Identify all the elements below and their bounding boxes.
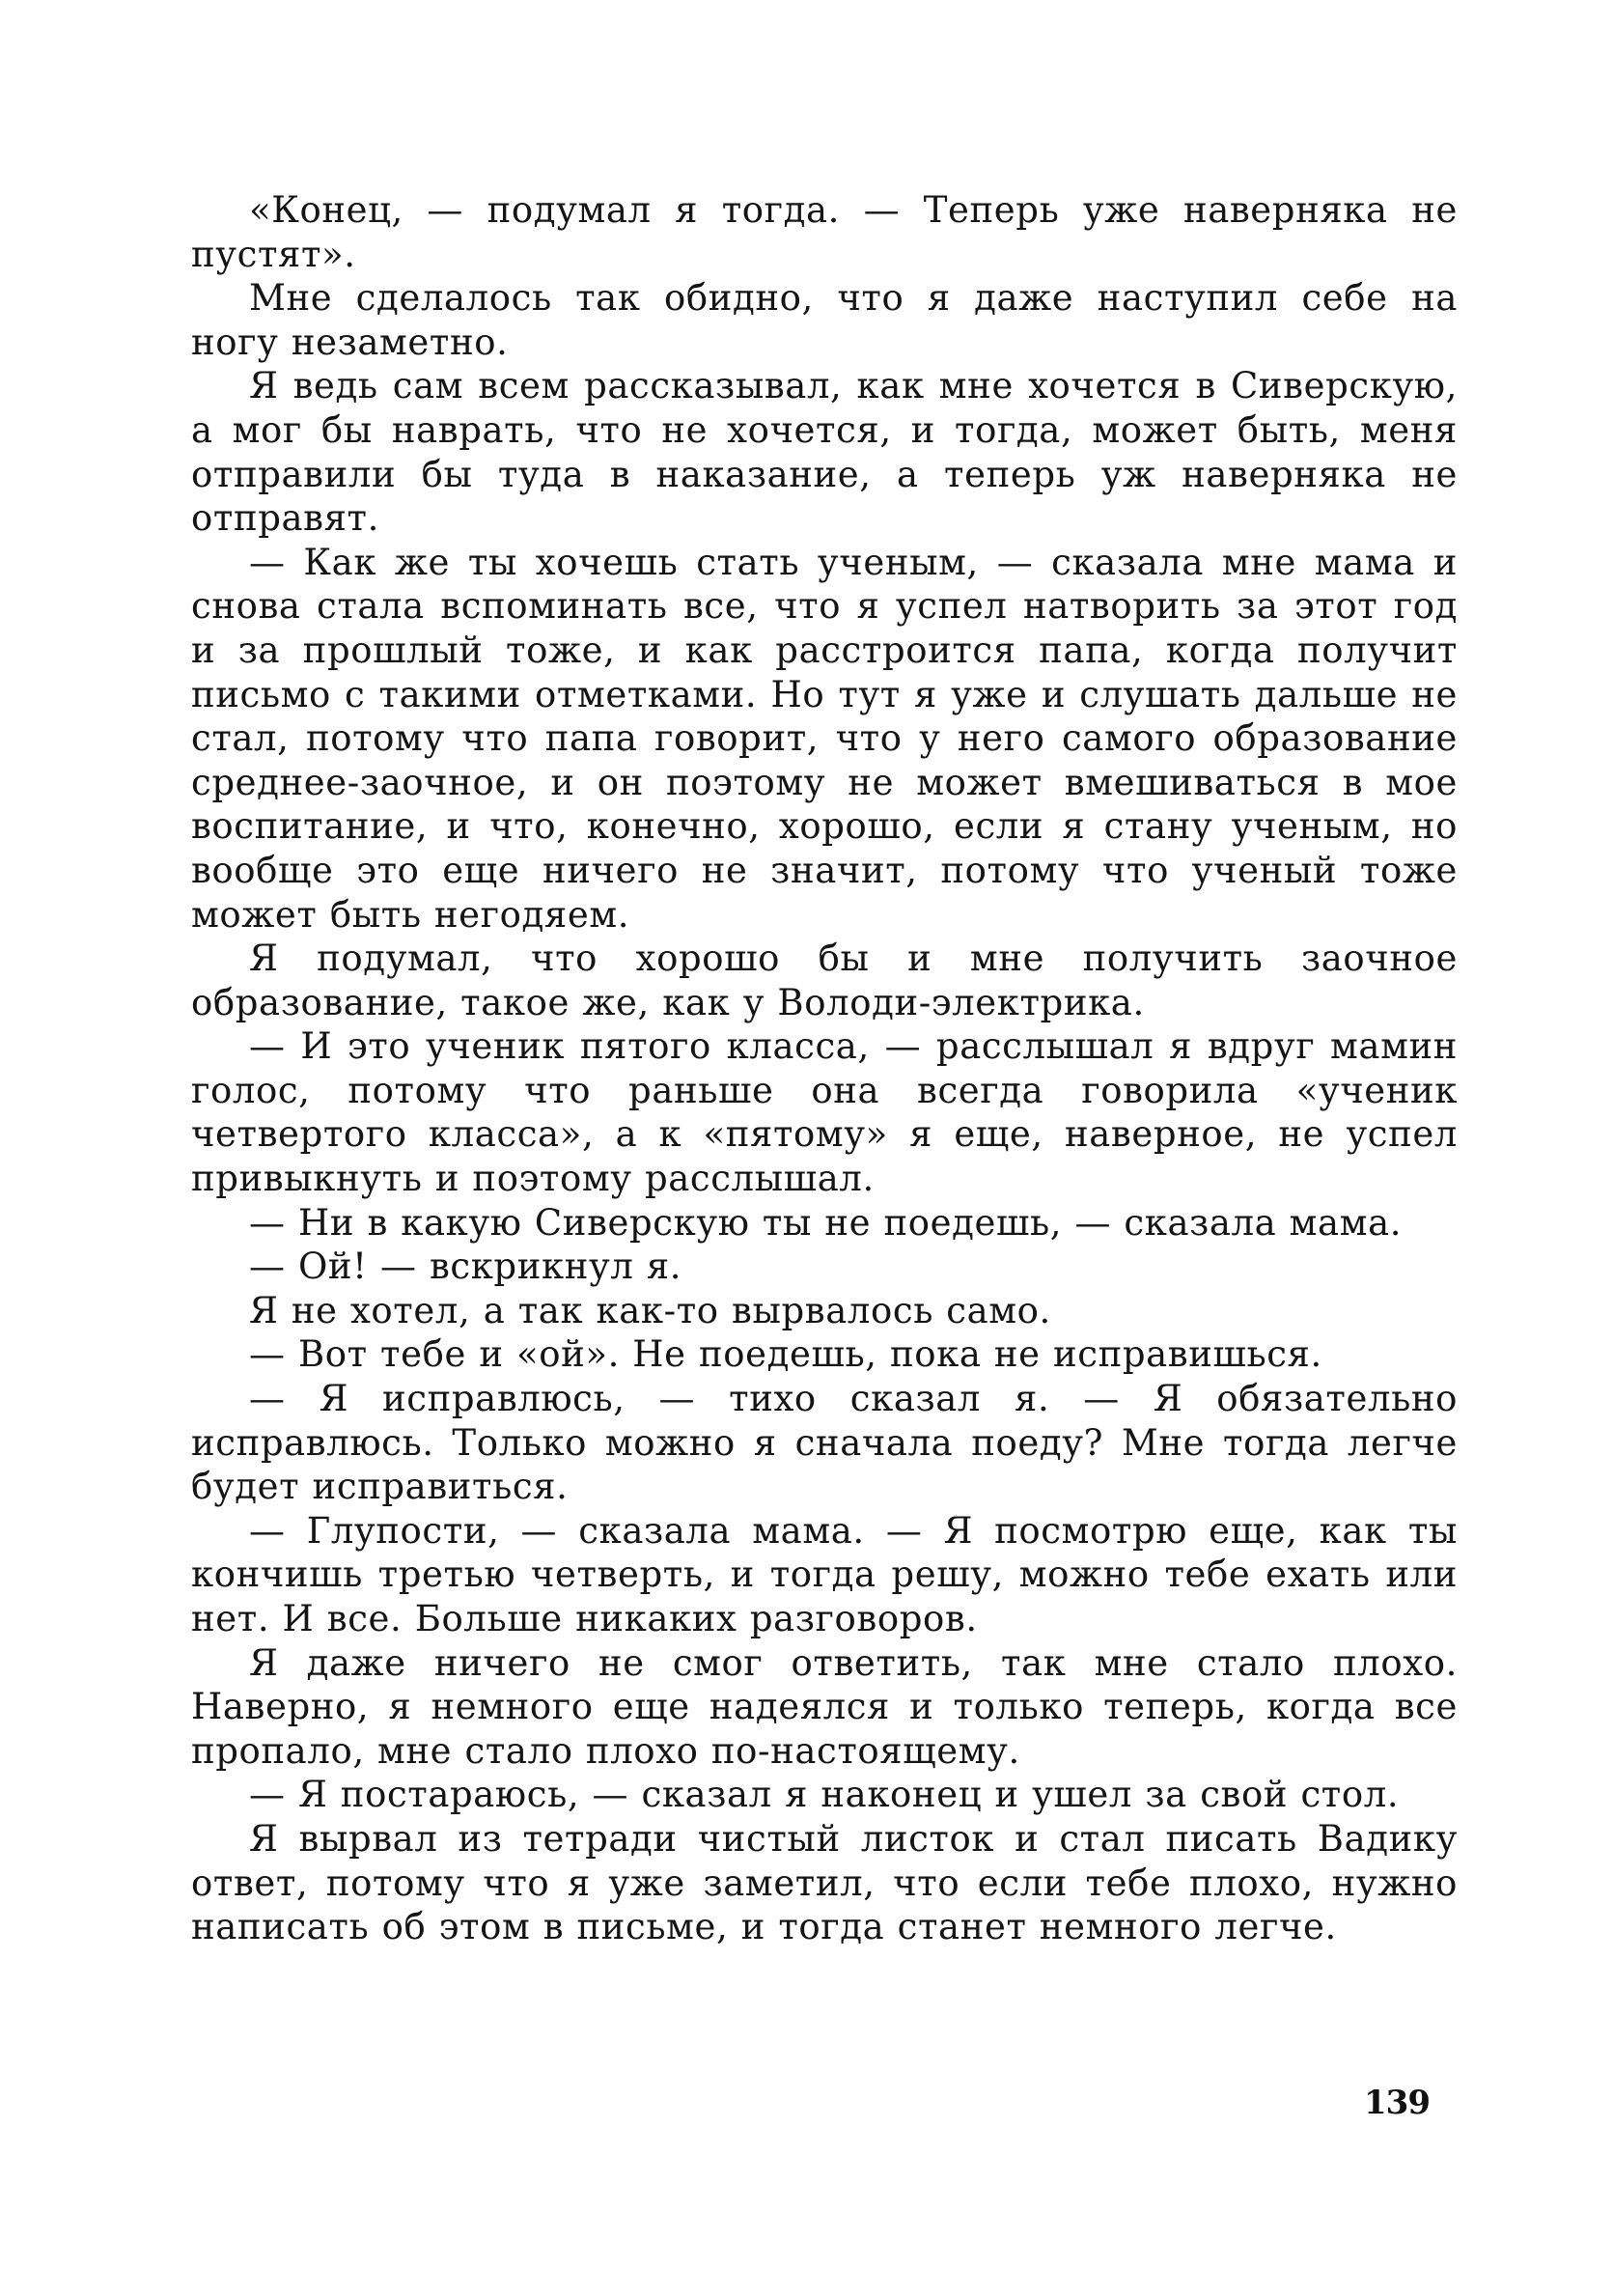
paragraph: — Как же ты хочешь стать ученым, — сказала мне мама и снова стала вспоминать все, что я успел натворить за этот год и за прошлый тоже, и как расстроится папа, когда получит письмо с такими отметками. Но тут я уже и слушать дальше не стал, потому что папа говорит, что у него самого образование среднее-заочное, и он поэтому не может вмешиваться в мое воспитание, и что, конечно, хорошо, если я стану ученым, но вообще это еще ничего не значит, потому что ученый тоже может быть негодяем. [191, 541, 1458, 936]
body-text [191, 188, 1458, 1949]
page-number: 139 [1364, 2084, 1430, 2122]
paragraph: — Ой! — вскрикнул я. [249, 1246, 682, 1288]
paragraph: — Вот тебе и «ой». Не поедешь, пока не исправишься. [249, 1333, 1322, 1376]
paragraph: Мне сделалось так обидно, что я даже наступил себе на ногу незаметно. [191, 277, 1458, 363]
paragraph: Я подумал, что хорошо бы и мне получить заочное образование, такое же, как у Володи-электрика. [191, 938, 1458, 1023]
paragraph: Я даже ничего не смог ответить, так мне стало плохо. Наверно, я немного еще надеялся и только теперь, когда все пропало, мне стало плохо по-настоящему. [191, 1641, 1458, 1772]
paragraph: Я ведь сам всем рассказывал, как мне хочется в Сиверскую, а мог бы наврать, что не хочется, и тогда, может быть, меня отправили бы туда в наказание, а теперь уж наверняка не отправят. [191, 365, 1458, 540]
paragraph: — Я исправлюсь, — тихо сказал я. — Я обязательно исправлюсь. Только можно я сначала поеду? Мне тогда легче будет исправиться. [191, 1378, 1458, 1508]
paragraph: — Ни в какую Сиверскую ты не поедешь, — сказала мама. [249, 1201, 1403, 1244]
paragraph: — Я постараюсь, — сказал я наконец и ушел за свой стол. [249, 1774, 1400, 1816]
paragraph: Я вырвал из тетради чистый листок и стал писать Вадику ответ, потому что я уже заметил, что если тебе плохо, нужно написать об этом в письме, и тогда станет немного легче. [191, 1817, 1458, 1948]
paragraph: — Глупости, — сказала мама. — Я посмотрю еще, как ты кончишь третью четверть, и тогда решу, можно тебе ехать или нет. И все. Больше никаких разговоров. [191, 1509, 1458, 1639]
paragraph: Я не хотел, а так как-то вырвалось само. [249, 1289, 1051, 1331]
paragraph: — И это ученик пятого класса, — расслышал я вдруг мамин голос, потому что раньше она всегда говорила «ученик четвертого класса», а к «пятому» я еще, наверное, не успел привыкнуть и поэтому расслышал. [191, 1025, 1458, 1200]
paragraph: «Конец, — подумал я тогда. — Теперь уже наверняка не пустят». [191, 189, 1458, 275]
